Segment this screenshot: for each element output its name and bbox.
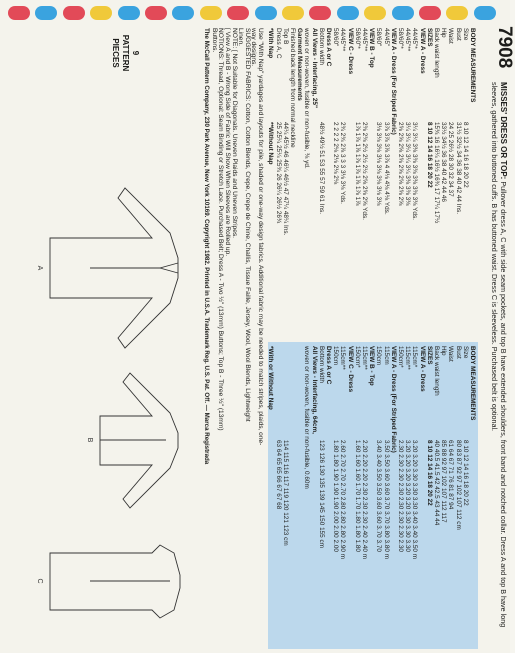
measurement-label: Back waist length — [433, 28, 440, 78]
measurement-label: 115cm* — [411, 346, 419, 368]
pattern-title: MISSES' DRESS OR TOP: — [499, 82, 508, 180]
measurement-values: 85 88 92 97 102 107 112 117 — [440, 440, 448, 523]
measurement-row — [425, 342, 433, 642]
measurement-row — [324, 342, 332, 642]
measurement-row — [331, 342, 339, 642]
measurement-label: 44/45"** — [339, 28, 347, 52]
measurement-values: 8 10 12 14 16 18 20 22 — [461, 440, 469, 506]
measurement-row — [302, 342, 310, 642]
measurement-row — [266, 24, 274, 324]
color-dot — [145, 6, 167, 20]
measurement-values: 1.80 1.80 1.90 1.90 1.90 2.00 2.00 2.00 — [332, 440, 340, 552]
measurement-values: 3¼ 3¼ 3¼ 3¼ 3¼ 3⅜ 3⅜ 3⅜ — [404, 122, 412, 206]
measurement-label: VIEW A - Dress — [418, 346, 426, 392]
measurement-row — [410, 342, 418, 642]
measurement-row — [382, 342, 390, 642]
view-c-label: C — [36, 578, 43, 584]
pattern-silhouettes — [30, 83, 200, 643]
measurement-label: 115cm** — [361, 346, 368, 370]
pattern-pieces-label: PATTERN PIECES — [111, 34, 130, 72]
measurement-row — [288, 342, 296, 642]
measurement-row — [360, 342, 368, 642]
header — [480, 24, 515, 649]
color-dot — [446, 6, 468, 20]
measurement-row — [461, 342, 469, 642]
measurement-row — [310, 342, 318, 642]
pattern-description-text: Pullover dress A, C with side seam pockets, and top B have extended shoulders, front band and notched collar. Dress A and top B have long sleeves, gathered into buttoned cuffs. B has buttoned waist. Dress C is sleeveless. Purchased belt is optional. — [490, 82, 508, 628]
measurement-row — [389, 24, 397, 324]
measurement-label: Waist — [447, 28, 455, 44]
measurement-values: 3¼ 3¼ 3⅜ 3⅜ 3⅜ 3⅜ 3⅜ 3⅜ Yds. — [411, 122, 419, 220]
measurement-label: 115cm** — [404, 346, 412, 370]
measurement-label: 115cm — [382, 346, 390, 365]
measurement-label: Dress A, C — [274, 28, 282, 59]
color-dot — [172, 6, 194, 20]
measurement-row — [281, 342, 289, 642]
measurement-label: Bottom width — [317, 346, 325, 383]
measurement-row — [338, 342, 346, 642]
measurement-label: Hip — [440, 346, 448, 356]
measurement-label: 58/60" — [375, 28, 383, 47]
measurement-label: 150cm — [375, 346, 383, 366]
measurement-row — [324, 24, 332, 324]
measurement-row — [454, 24, 462, 324]
view-c-silhouette — [50, 545, 180, 618]
measurement-row — [389, 342, 397, 642]
measurement-row — [432, 342, 440, 642]
measurement-row — [367, 342, 375, 642]
measurement-values: 2 2 2 2 2⅛ 2⅛ 2⅛ 2⅛ — [332, 122, 340, 185]
measurement-values: 114 115 116 117 119 120 121 123 cm — [281, 440, 289, 546]
metric-measurements-panel — [268, 342, 478, 649]
measurement-row — [317, 342, 325, 642]
measurement-row — [346, 342, 354, 642]
measurement-row — [468, 342, 476, 642]
measurement-values: 8 10 12 14 16 18 20 22 — [425, 122, 433, 188]
measurement-values: 15¾ 16 16¼ 16½ 16¾ 17 17¼ 17½ — [433, 122, 440, 224]
measurement-row — [418, 24, 426, 324]
measurement-values: 8 10 12 14 16 18 20 22 — [461, 122, 469, 188]
measurement-values: 24 25 26½ 28 30 32 34 37 — [447, 122, 455, 197]
measurement-row — [295, 24, 303, 324]
measurement-row — [468, 24, 476, 324]
measurement-row — [403, 24, 411, 324]
measurement-values: 3⅞ 3⅞ 3⅞ 3⅞ 4 4⅛ 4⅛ 4⅛ Yds. — [382, 122, 390, 215]
color-dot — [8, 6, 30, 20]
measurement-row — [338, 24, 346, 324]
measurement-row — [281, 24, 289, 324]
measurement-label: Bust — [454, 28, 462, 41]
measurement-label: All Views - Interfacing, 25" — [310, 28, 318, 108]
measurement-row — [418, 342, 426, 642]
measurement-values: 80 83 87 92 97 102 107 112 cm — [454, 440, 462, 530]
measurement-values: 3⅛ 3⅛ 3⅛ 3⅛ 3⅛ 3⅛ 3⅛ 3⅛ — [375, 122, 383, 206]
measurement-label: Size — [461, 346, 469, 359]
measurement-row — [274, 342, 282, 642]
measurement-label: woven or non-woven, fusible or non-fusible, 0.60m — [303, 346, 311, 489]
measurement-values: 48½ 49½ 51 53 55 57 59 61 Ins. — [317, 122, 325, 215]
measurement-label: 44/45"** — [361, 28, 368, 52]
measurement-row — [396, 24, 404, 324]
measurement-label: 58/60" — [332, 28, 340, 47]
measurement-row — [295, 342, 303, 642]
measurement-label: 150cm — [332, 346, 340, 366]
measurement-values: 63 64 65 65 66 67 67 68 — [274, 440, 282, 510]
note-line: NOTE: [ Not Suitable for Diagonals. Uneven Plaids and Uneven Stripes. — [230, 28, 238, 239]
measurement-row — [360, 24, 368, 324]
imperial-measurements-panel — [268, 24, 478, 324]
measurement-label: Back waist length — [433, 346, 440, 396]
measurement-values: 61 64 67 71 76 81 87 94 — [447, 440, 455, 510]
measurement-values: 1⅞ 1⅞ 1⅞ 1⅞ 1⅞ 1⅞ 1⅞ 1⅞ — [353, 122, 361, 206]
measurement-row — [454, 342, 462, 642]
view-b-label: B — [86, 437, 93, 443]
measurement-label: VIEW C - Dress — [346, 28, 354, 75]
pattern-number: 7908 — [494, 26, 515, 69]
measurement-label: *With or Without Nap — [267, 346, 275, 410]
measurement-label: VIEW B - Top — [368, 28, 376, 68]
measurement-label: VIEW A - Dress (For Striped Fabric) — [389, 28, 397, 135]
color-dot — [118, 6, 140, 20]
measurement-label: 150cm* — [353, 346, 361, 368]
measurement-values: 2⅜ 2⅜ 2½ 2½ 2½ 2⅝ 2⅝ 2⅝ Yds. — [361, 122, 368, 220]
color-dot — [227, 6, 249, 20]
measurement-label: 44/45" — [382, 28, 390, 47]
note-line: Linen. — [237, 28, 245, 46]
measurement-values: **Without Nap — [267, 122, 275, 165]
measurement-row — [353, 342, 361, 642]
measurement-label: All Views - Interfacing, 64cm, — [310, 346, 318, 434]
pattern-pieces-title — [110, 28, 140, 78]
measurement-row — [446, 24, 454, 324]
note-line: NOTIONS: Thread, Optional: Seam Binding or Stretch Lace. Purchased Belt; Dress A - Two ½" (13mm) Buttons; Top B - Three ½" (13mm) — [217, 28, 225, 431]
measurement-values: 2.60 2.70 2.70 2.70 2.80 2.80 2.80 2.90 m — [339, 440, 347, 560]
measurement-row — [374, 342, 382, 642]
measurement-row — [310, 24, 318, 324]
measurement-row — [317, 24, 325, 324]
note-line: Use "With Nap" yardages and layouts for pile, shaded or one-way design fabrics. Additional fabric may be needed to match stripes, plaids, one- — [257, 28, 264, 446]
measurement-values: 2.20 2.20 2.20 2.30 2.30 2.30 2.40 2.40 m — [361, 440, 368, 560]
measurement-row — [274, 24, 282, 324]
measurement-row — [288, 24, 296, 324]
measurement-label: Bottom width — [317, 28, 325, 65]
measurement-row — [353, 24, 361, 324]
view-b-silhouette — [100, 373, 178, 508]
measurement-row — [439, 24, 447, 324]
measurement-row — [425, 24, 433, 324]
measurement-label: Finished back length from normal neckline — [289, 28, 296, 148]
color-dot — [364, 6, 386, 20]
color-dot — [282, 6, 304, 20]
view-a-silhouette — [50, 188, 178, 348]
measurement-values: 123 126 130 135 139 145 150 155 cm — [317, 440, 325, 549]
measurement-row — [396, 342, 404, 642]
measurement-label: 115cm** — [339, 346, 347, 370]
measurement-row — [302, 24, 310, 324]
color-dot — [200, 6, 222, 20]
measurement-label: Size — [461, 28, 469, 41]
color-dot — [90, 6, 112, 20]
color-dot — [309, 6, 331, 20]
color-dot — [337, 6, 359, 20]
measurement-values: 2⅝ 2⅝ 2⅝ 2⅝ 2⅝ 2⅝ 2⅝ 2⅝ — [397, 122, 404, 206]
color-dot — [419, 6, 441, 20]
measurement-label: woven or non-woven, fusible or non-fusible, ⅜ yd. — [303, 28, 311, 169]
measurement-label: 58/60"* — [397, 28, 404, 49]
measurement-label: VIEW A - Dress — [418, 28, 426, 74]
measurement-values: 8 10 12 14 16 18 20 22 — [425, 440, 433, 506]
measurement-values: 1.60 1.60 1.60 1.70 1.70 1.80 1.80 1.80 — [353, 440, 361, 552]
view-a-label: A — [36, 265, 43, 271]
measurement-row — [374, 24, 382, 324]
measurement-label: 44/45"* — [411, 28, 419, 49]
measurement-row — [331, 24, 339, 324]
measurement-label: Waist — [447, 346, 455, 362]
color-dot — [35, 6, 57, 20]
measurement-values: 3.20 3.20 3.20 3.20 3.20 3.30 3.30 3.30 — [404, 440, 412, 552]
measurement-values: 3.50 3.50 3.60 3.60 3.70 3.70 3.80 3.80 m — [382, 440, 390, 560]
measurement-label: VIEW A - Dress (For Striped Fabric) — [389, 346, 397, 453]
color-dot — [392, 6, 414, 20]
measurement-values: 2¾ 2¾ 2⅞ 3 3 3 3⅛ 3⅛ Yds. — [339, 122, 347, 204]
color-dot — [255, 6, 277, 20]
copyright-footer: The McCall Pattern Company, 230 Park Avenue, New York 10169. Copyright 1982. Printed in U.S.A. Trademark Reg. U.S. Pat. Off. — Marca Registrada — [203, 28, 210, 465]
measurement-label: 58/60"* — [353, 28, 361, 49]
measurement-values: 33½ 34½ 36 38 40 42 44 46 — [440, 122, 448, 202]
measurement-values: 40 40.5 41.5 42 42.5 43 44 44 — [433, 440, 440, 526]
measurement-label: BODY MEASUREMENTS — [469, 28, 476, 103]
measurement-label: VIEW B - Top — [368, 346, 376, 386]
measurement-label: Bust — [454, 346, 462, 359]
measurement-row — [346, 24, 354, 324]
measurement-label: BODY MEASUREMENTS — [469, 346, 476, 421]
note-line: SUGGESTED FABRICS: Cotton, Cotton Blends, Crepe, Crepe de Chine, Challis, Tissue Faille, Jersey, Wool, Wool Blends, Lightweight — [243, 28, 251, 422]
color-dots-strip — [8, 6, 502, 22]
measurement-label: Dress A or C — [325, 346, 332, 385]
measurement-row — [367, 24, 375, 324]
measurement-label: Top B — [281, 28, 289, 45]
measurement-label: Hip — [440, 28, 448, 38]
measurement-row — [403, 342, 411, 642]
pattern-pieces-count: 9 — [131, 50, 140, 56]
color-dot — [63, 6, 85, 20]
measurement-label: *With Nap — [267, 28, 275, 59]
color-dot — [474, 6, 496, 20]
measurement-row — [439, 342, 447, 642]
measurement-values: 25 25¼ 25¼ 25¾ 26 26¼ 26½ 26¾ — [274, 122, 282, 224]
measurement-label: 44/45"** — [404, 28, 412, 52]
measurement-row — [461, 24, 469, 324]
measurement-row — [410, 24, 418, 324]
note-line: way designs. — [250, 28, 258, 67]
measurement-label: SIZES — [425, 28, 433, 47]
note-line: Buttons. — [210, 28, 218, 53]
measurement-values: 44¼ 45½ 46 46¼ 46½ 47 47¼ 48¼ Ins. — [281, 122, 289, 236]
measurement-row — [266, 342, 274, 642]
measurement-values: 3.40 3.40 3.50 3.50 3.60 3.60 3.70 3.70 — [375, 440, 383, 552]
measurement-label: 150cm* — [397, 346, 404, 368]
measurement-values: 3.20 3.20 3.30 3.30 3.30 3.40 3.40 3.50 m — [411, 440, 419, 560]
pattern-info-sheet — [25, 24, 515, 649]
measurement-values: 2.30 2.30 2.30 2.30 2.30 2.30 2.30 2.30 — [397, 440, 404, 552]
measurement-label: Dress A or C — [325, 28, 332, 67]
measurement-label: SIZES — [425, 346, 433, 365]
measurement-row — [382, 24, 390, 324]
measurement-label: VIEW C - Dress — [346, 346, 354, 393]
measurement-row — [446, 342, 454, 642]
pattern-pieces-diagram — [28, 28, 200, 645]
note-line: [ View A and B - Wrong Side of Fabric Will Show When Sleeves are Rolled up. — [224, 28, 231, 257]
measurement-values: 31½ 32½ 34 36 38 40 42 44 Ins. — [454, 122, 462, 215]
pattern-description — [490, 82, 508, 642]
measurement-label: Garment Measurements — [296, 28, 304, 101]
measurement-row — [432, 24, 440, 324]
